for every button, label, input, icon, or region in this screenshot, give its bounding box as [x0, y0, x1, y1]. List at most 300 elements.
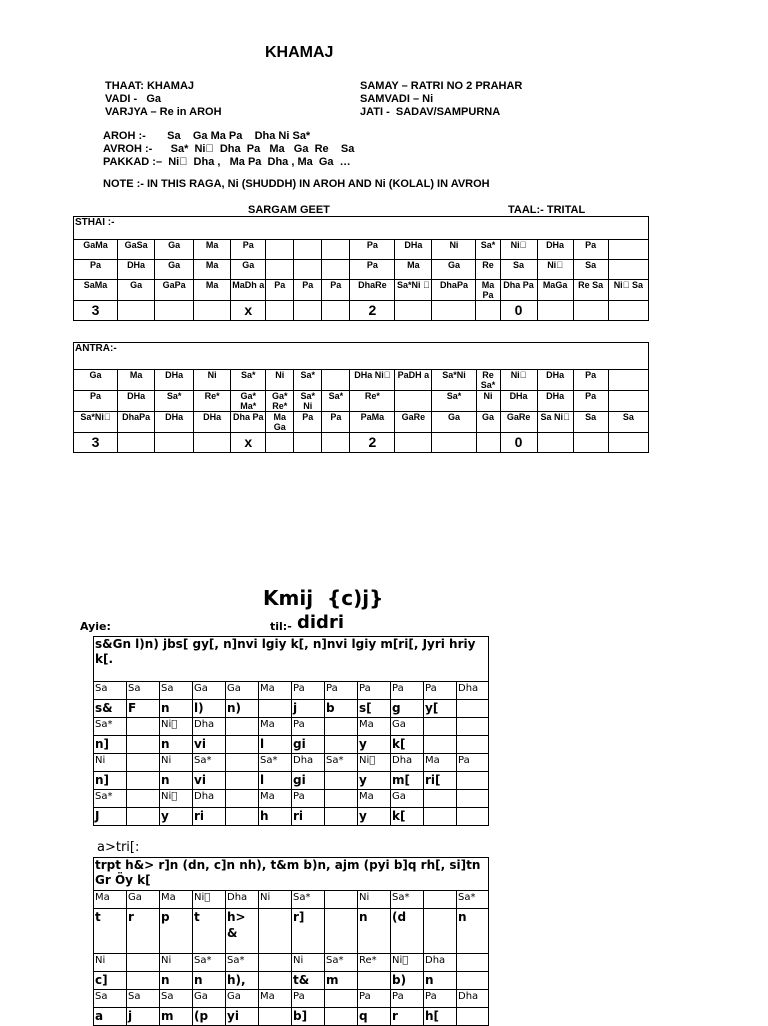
hsthai-cell: Pa: [391, 682, 424, 700]
antra-cell: Pa: [573, 370, 608, 391]
sthai-cell: Sa: [500, 260, 537, 280]
sthai-label: STHAI :-: [74, 217, 649, 240]
hsthai-row: [94, 700, 489, 718]
antra-cell: Ga: [432, 412, 476, 433]
hsthai-cell: l: [259, 736, 292, 754]
hantra-cell: r: [391, 1008, 424, 1026]
antra-cell: PaDH a: [395, 370, 432, 391]
sthai-cell: Re Sa: [573, 280, 608, 301]
antra-cell: [608, 370, 648, 391]
hsthai-cell: Pa: [292, 718, 325, 736]
hsthai-cell: [226, 790, 259, 808]
sthai-beat-cell: [476, 301, 500, 321]
jati-text: JATI - SADAV/SAMPURNA: [360, 106, 501, 118]
hsthai-cell: n): [226, 700, 259, 718]
hsthai-cell: n]: [94, 736, 127, 754]
sthai-cell: Pa: [74, 260, 118, 280]
hsthai-cell: gi: [292, 736, 325, 754]
sthai-cell: GaPa: [155, 280, 194, 301]
hantra-cell: j: [127, 1008, 160, 1026]
hsthai-cell: h: [259, 808, 292, 826]
hantra-cell: n: [193, 972, 226, 990]
hsthai-cell: [127, 718, 160, 736]
hsthai-cell: n: [160, 700, 193, 718]
hantra-cell: r: [127, 909, 160, 954]
sthai-cell: Ma Pa: [476, 280, 500, 301]
antra-cell: DHa: [118, 391, 155, 412]
hsthai-cell: [424, 808, 457, 826]
sthai-cell: Ma: [194, 240, 231, 260]
hantra-cell: Dha: [226, 891, 259, 909]
sthai-beat-cell: [432, 301, 476, 321]
antra-cell: Sa: [573, 412, 608, 433]
sthai-cell: [608, 260, 648, 280]
hindi-antra-caption: trpt h&> r]n (dn, c]n nh), t&m b)n, ajm (pyi b]q rh[, si]tn Gr Öy k[: [94, 858, 489, 891]
sthai-cell: Ga: [231, 260, 266, 280]
hantra-cell: [259, 1008, 292, 1026]
hsthai-cell: F: [127, 700, 160, 718]
sthai-cell: Pa: [322, 280, 350, 301]
sthai-cell: DHa: [537, 240, 573, 260]
hsthai-cell: Ga: [226, 682, 259, 700]
hantra-cell: Pa: [292, 990, 325, 1008]
hantra-cell: h> &: [226, 909, 259, 954]
hsthai-cell: [325, 736, 358, 754]
hantra-cell: Ga: [127, 891, 160, 909]
hantra-cell: (p: [193, 1008, 226, 1026]
hsthai-cell: Sa: [94, 682, 127, 700]
hantra-cell: h[: [424, 1008, 457, 1026]
antra-beat-cell: [608, 433, 648, 453]
sthai-cell: [608, 240, 648, 260]
antra-cell: Sa* Ni: [294, 391, 322, 412]
sthai-beat-cell: 2: [350, 301, 395, 321]
hantra-cell: t&: [292, 972, 325, 990]
hantra-cell: Dha: [424, 954, 457, 972]
hantra-cell: [325, 990, 358, 1008]
note-text: NOTE :- IN THIS RAGA, Ni (SHUDDH) IN AROH AND Ni (KOLAL) IN AVROH: [103, 178, 490, 190]
hantra-cell: n: [160, 972, 193, 990]
hantra-cell: Ni: [94, 954, 127, 972]
hantra-cell: Pa: [424, 990, 457, 1008]
sthai-cell: DhaPa: [432, 280, 476, 301]
hindi-title: Kmij {c)j}: [263, 586, 384, 610]
thaat-text: THAAT: KHAMAJ: [105, 80, 195, 92]
hsthai-cell: Ni : [160, 790, 193, 808]
hsthai-cell: [424, 790, 457, 808]
hsthai-cell: [226, 718, 259, 736]
sthai-beat-cell: [294, 301, 322, 321]
sargam-geet-heading: SARGAM GEET: [248, 204, 330, 216]
hsthai-cell: Ga: [391, 790, 424, 808]
sthai-cell: Pa: [231, 240, 266, 260]
hindi-aayie: Ayie:: [80, 620, 111, 633]
hantra-cell: [259, 954, 292, 972]
antra-beat-cell: [395, 433, 432, 453]
hantra-cell: Ga: [193, 990, 226, 1008]
sthai-beat-cell: [194, 301, 231, 321]
hindi-taal: didri: [297, 612, 344, 633]
hsthai-cell: Ma: [358, 718, 391, 736]
sthai-beat-cell: 3: [74, 301, 118, 321]
antra-beat-cell: [537, 433, 573, 453]
hsthai-cell: Pa: [424, 682, 457, 700]
sthai-cell: Dha Pa: [500, 280, 537, 301]
hsthai-cell: Sa*: [259, 754, 292, 772]
hsthai-row: [94, 808, 489, 826]
sthai-table: [73, 216, 649, 321]
hsthai-cell: b: [325, 700, 358, 718]
sthai-cell: Ma: [194, 280, 231, 301]
aroh-text: AROH :- Sa Ga Ma Pa Dha Ni Sa*: [103, 130, 311, 142]
hsthai-cell: ri[: [424, 772, 457, 790]
hsthai-cell: J: [94, 808, 127, 826]
sthai-cell: Pa: [573, 240, 608, 260]
hantra-cell: Re*: [358, 954, 391, 972]
sthai-cell: Ga: [155, 240, 194, 260]
sthai-cell: SaMa: [74, 280, 118, 301]
sthai-cell: DHa: [118, 260, 155, 280]
hsthai-cell: [259, 700, 292, 718]
sthai-cell: Ma: [395, 260, 432, 280]
hantra-cell: Sa: [94, 990, 127, 1008]
antra-beat-cell: [266, 433, 294, 453]
antra-cell: Ma Ga: [266, 412, 294, 433]
hsthai-cell: l): [193, 700, 226, 718]
antra-cell: GaRe: [395, 412, 432, 433]
sthai-cell: [266, 240, 294, 260]
sthai-cell: [322, 240, 350, 260]
hantra-cell: [325, 909, 358, 954]
hsthai-cell: Pa: [325, 682, 358, 700]
hsthai-cell: [325, 790, 358, 808]
antra-cell: DHa: [194, 412, 231, 433]
hantra-cell: Ni: [358, 891, 391, 909]
antra-beat-cell: [476, 433, 500, 453]
hsthai-cell: k[: [391, 736, 424, 754]
antra-cell: Ga: [476, 412, 500, 433]
antra-row: [74, 391, 649, 412]
sthai-beat-cell: [395, 301, 432, 321]
hantra-cell: [127, 972, 160, 990]
hsthai-cell: ri: [193, 808, 226, 826]
hsthai-cell: [127, 772, 160, 790]
vadi-text: VADI - Ga: [105, 93, 162, 105]
hantra-row: [94, 891, 489, 909]
sthai-cell: Sa: [573, 260, 608, 280]
sthai-beat-cell: [155, 301, 194, 321]
hantra-cell: Dha: [457, 990, 489, 1008]
sthai-cell: Ni : [537, 260, 573, 280]
antra-beat-cell: 3: [74, 433, 118, 453]
hsthai-cell: Ni : [358, 754, 391, 772]
antra-beat-cell: [155, 433, 194, 453]
taal-heading: TAAL:- TRITAL: [508, 204, 586, 216]
sthai-beat-cell: [266, 301, 294, 321]
antra-cell: Sa*Ni : [74, 412, 118, 433]
hsthai-cell: Dha: [193, 790, 226, 808]
sthai-row: [74, 280, 649, 301]
sthai-cell: Sa*Ni  : [395, 280, 432, 301]
hantra-cell: p: [160, 909, 193, 954]
hantra-cell: [358, 972, 391, 990]
sthai-cell: Pa: [350, 260, 395, 280]
hsthai-cell: [127, 754, 160, 772]
antra-cell: Sa*: [432, 391, 476, 412]
sthai-beat-row: [74, 301, 649, 321]
hsthai-cell: Sa*: [94, 718, 127, 736]
hsthai-cell: Dha: [391, 754, 424, 772]
hsthai-cell: y: [160, 808, 193, 826]
hantra-cell: [325, 1008, 358, 1026]
hsthai-cell: Sa*: [94, 790, 127, 808]
hantra-row: [94, 1008, 489, 1026]
antra-cell: DHa: [537, 370, 573, 391]
hsthai-cell: Pa: [358, 682, 391, 700]
sthai-cell: [294, 260, 322, 280]
hsthai-cell: Ma: [259, 718, 292, 736]
antra-beat-cell: 0: [500, 433, 537, 453]
hantra-cell: r]: [292, 909, 325, 954]
antra-cell: DHa Ni : [350, 370, 395, 391]
hantra-cell: Ma: [160, 891, 193, 909]
antra-beat-cell: [194, 433, 231, 453]
antra-cell: Ni : [500, 370, 537, 391]
hsthai-cell: [325, 718, 358, 736]
hsthai-cell: [127, 736, 160, 754]
hantra-cell: Ni : [193, 891, 226, 909]
sthai-cell: Pa: [294, 280, 322, 301]
antra-cell: [395, 391, 432, 412]
hantra-cell: Ga: [226, 990, 259, 1008]
hantra-cell: b]: [292, 1008, 325, 1026]
sthai-cell: GaMa: [74, 240, 118, 260]
hsthai-cell: Sa*: [193, 754, 226, 772]
antra-cell: DHa: [155, 412, 194, 433]
antra-cell: DHa: [500, 391, 537, 412]
hantra-cell: [325, 891, 358, 909]
hsthai-cell: [325, 808, 358, 826]
sthai-cell: Sa*: [476, 240, 500, 260]
hsthai-cell: [424, 736, 457, 754]
hsthai-cell: m[: [391, 772, 424, 790]
sthai-cell: Ga: [118, 280, 155, 301]
hsthai-cell: Pa: [292, 682, 325, 700]
hindi-antra-heading: a>tri[:: [97, 840, 140, 855]
antra-cell: Pa: [573, 391, 608, 412]
sthai-beat-cell: [573, 301, 608, 321]
hantra-cell: Sa*: [325, 954, 358, 972]
hantra-cell: [457, 954, 489, 972]
sthai-beat-cell: [118, 301, 155, 321]
antra-cell: Sa Ni : [537, 412, 573, 433]
sthai-cell: Pa: [350, 240, 395, 260]
antra-row: [74, 412, 649, 433]
hantra-cell: Sa*: [193, 954, 226, 972]
hsthai-cell: n: [160, 772, 193, 790]
hantra-cell: Ni: [292, 954, 325, 972]
hsthai-cell: Dha: [193, 718, 226, 736]
hsthai-cell: Ga: [193, 682, 226, 700]
hsthai-row: [94, 682, 489, 700]
antra-row: [74, 370, 649, 391]
antra-cell: Sa*Ni: [432, 370, 476, 391]
hindi-sthai-caption: s&Gn l)n) jbs[ gy[, n]nvi lgiy k[, n]nvi lgiy m[ri[, Jyri hriy k[.: [94, 637, 489, 682]
hsthai-cell: vi: [193, 772, 226, 790]
hsthai-cell: j: [292, 700, 325, 718]
hsthai-row: [94, 718, 489, 736]
hsthai-cell: [457, 772, 489, 790]
pakkad-text: PAKKAD :– Ni  Dha , Ma Pa Dha , Ma Ga …: [103, 156, 351, 168]
hantra-cell: Sa*: [292, 891, 325, 909]
hantra-cell: Sa*: [391, 891, 424, 909]
antra-cell: GaRe: [500, 412, 537, 433]
page-title: KHAMAJ: [265, 44, 334, 61]
hantra-cell: q: [358, 1008, 391, 1026]
antra-cell: Ga* Ma*: [231, 391, 266, 412]
antra-cell: Ga: [74, 370, 118, 391]
hantra-cell: [259, 972, 292, 990]
hsthai-cell: y: [358, 736, 391, 754]
hantra-cell: c]: [94, 972, 127, 990]
sthai-cell: Ni: [432, 240, 476, 260]
avroh-text: AVROH :- Sa* Ni  Dha Pa Ma Ga Re Sa: [103, 143, 355, 155]
sthai-cell: Ma: [194, 260, 231, 280]
antra-cell: PaMa: [350, 412, 395, 433]
hantra-cell: [424, 891, 457, 909]
sthai-cell: DHa: [395, 240, 432, 260]
hindi-sthai-table: [93, 636, 489, 826]
hsthai-cell: y: [358, 772, 391, 790]
sthai-cell: Ga: [432, 260, 476, 280]
hindi-antra-table: [93, 857, 489, 1026]
sthai-row: [74, 240, 649, 260]
hsthai-cell: Pa: [292, 790, 325, 808]
antra-beat-cell: 2: [350, 433, 395, 453]
hantra-row: [94, 909, 489, 954]
antra-beat-row: [74, 433, 649, 453]
hsthai-cell: [457, 736, 489, 754]
hsthai-cell: Dha: [292, 754, 325, 772]
sthai-cell: DhaRe: [350, 280, 395, 301]
hsthai-cell: [457, 700, 489, 718]
hantra-cell: Sa: [160, 990, 193, 1008]
antra-cell: Pa: [294, 412, 322, 433]
sthai-beat-cell: 0: [500, 301, 537, 321]
hsthai-cell: Pa: [457, 754, 489, 772]
hsthai-cell: vi: [193, 736, 226, 754]
antra-cell: [322, 370, 350, 391]
hantra-row: [94, 954, 489, 972]
hsthai-cell: Ma: [358, 790, 391, 808]
sthai-cell: [294, 240, 322, 260]
hsthai-cell: l: [259, 772, 292, 790]
hantra-cell: t: [193, 909, 226, 954]
hsthai-cell: s[: [358, 700, 391, 718]
hsthai-cell: Sa: [160, 682, 193, 700]
antra-cell: DHa: [155, 370, 194, 391]
hsthai-cell: [127, 808, 160, 826]
antra-cell: Ni: [266, 370, 294, 391]
hsthai-cell: [127, 790, 160, 808]
hsthai-cell: [226, 808, 259, 826]
sthai-cell: GaSa: [118, 240, 155, 260]
antra-cell: Ma: [118, 370, 155, 391]
hsthai-cell: [226, 772, 259, 790]
hantra-cell: n: [358, 909, 391, 954]
antra-beat-cell: [118, 433, 155, 453]
sthai-cell: MaGa: [537, 280, 573, 301]
antra-cell: Sa: [608, 412, 648, 433]
sthai-cell: Ni : [500, 240, 537, 260]
hantra-cell: Ma: [259, 990, 292, 1008]
hantra-cell: Ma: [94, 891, 127, 909]
hantra-row: [94, 972, 489, 990]
hsthai-cell: [424, 718, 457, 736]
hsthai-cell: [226, 754, 259, 772]
sthai-cell: MaDh a: [231, 280, 266, 301]
varjya-text: VARJYA – Re in AROH: [105, 106, 222, 118]
hantra-cell: [259, 909, 292, 954]
samay-text: SAMAY – RATRI NO 2 PRAHAR: [360, 80, 523, 92]
hantra-cell: b): [391, 972, 424, 990]
antra-cell: Ni: [194, 370, 231, 391]
hindi-taal-label: til:-: [270, 620, 292, 633]
hsthai-cell: [457, 718, 489, 736]
sthai-beat-cell: [322, 301, 350, 321]
antra-beat-cell: [294, 433, 322, 453]
sthai-row: [74, 260, 649, 280]
hantra-cell: a: [94, 1008, 127, 1026]
antra-label: ANTRA:-: [74, 343, 649, 370]
hantra-cell: [127, 954, 160, 972]
hantra-cell: m: [325, 972, 358, 990]
hantra-cell: [457, 972, 489, 990]
antra-cell: Ni: [476, 391, 500, 412]
antra-cell: Sa*: [155, 391, 194, 412]
hsthai-cell: y: [358, 808, 391, 826]
hsthai-cell: n: [160, 736, 193, 754]
hantra-cell: Ni: [160, 954, 193, 972]
antra-cell: Sa*: [322, 391, 350, 412]
antra-cell: Pa: [322, 412, 350, 433]
hantra-cell: Pa: [391, 990, 424, 1008]
hsthai-row: [94, 736, 489, 754]
hantra-cell: t: [94, 909, 127, 954]
hsthai-cell: Ni : [160, 718, 193, 736]
antra-cell: Re*: [350, 391, 395, 412]
hantra-cell: Sa*: [226, 954, 259, 972]
sthai-cell: Ni  Sa: [608, 280, 648, 301]
antra-beat-cell: x: [231, 433, 266, 453]
hantra-cell: (d: [391, 909, 424, 954]
hsthai-cell: Ni: [94, 754, 127, 772]
antra-beat-cell: [573, 433, 608, 453]
hsthai-cell: k[: [391, 808, 424, 826]
hantra-row: [94, 990, 489, 1008]
antra-table: [73, 342, 649, 453]
sthai-cell: Pa: [266, 280, 294, 301]
hsthai-cell: [325, 772, 358, 790]
hsthai-row: [94, 754, 489, 772]
hantra-cell: yi: [226, 1008, 259, 1026]
hsthai-cell: gi: [292, 772, 325, 790]
hsthai-cell: Sa: [127, 682, 160, 700]
hantra-cell: m: [160, 1008, 193, 1026]
hsthai-cell: y[: [424, 700, 457, 718]
hantra-cell: Sa: [127, 990, 160, 1008]
antra-beat-cell: [432, 433, 476, 453]
